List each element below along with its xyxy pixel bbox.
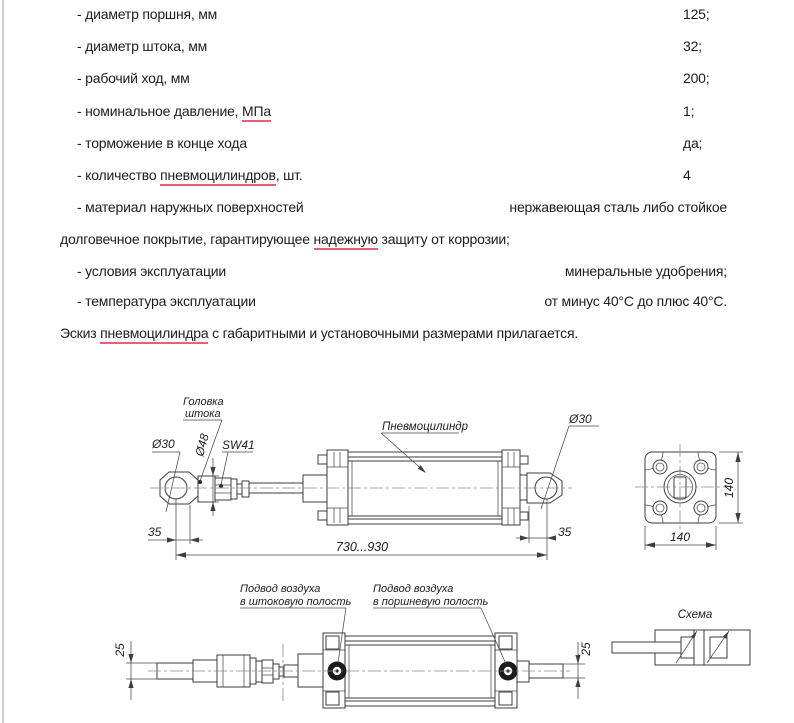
spec-label: - условия эксплуатации	[77, 263, 227, 279]
cylinder-label: Пневмоцилиндр	[382, 421, 469, 433]
spacer	[237, 484, 242, 494]
leader-dot	[219, 484, 223, 488]
gland-boss	[303, 475, 327, 502]
gland-boss	[298, 654, 323, 687]
spec-row	[0, 167, 794, 185]
dim-flange-height: 140	[722, 477, 736, 499]
spec-label-text: - количество	[77, 167, 161, 183]
tie-rod-bolt-head	[520, 456, 528, 464]
cylinder-tube	[345, 645, 495, 698]
dim-25-left: 25	[113, 643, 127, 657]
spec-value: 1;	[683, 103, 695, 119]
spec-value: минеральные удобрения;	[564, 263, 727, 279]
spec-label: - торможение в конце хода	[77, 135, 247, 151]
spec-row	[0, 325, 794, 343]
cylinder-sketch-drawing	[0, 380, 794, 723]
tie-rod-bolt-head	[520, 512, 528, 520]
dim-35-right: 35	[558, 525, 572, 539]
schema-rod	[612, 642, 681, 653]
spec-value: 125;	[683, 6, 710, 22]
spec-row	[0, 293, 794, 311]
spec-label-text: - номинальное давление,	[77, 103, 243, 119]
adapter	[273, 664, 279, 679]
spec-label	[77, 167, 302, 183]
rod-head-label: Головка	[183, 396, 224, 408]
spec-label	[77, 103, 271, 119]
front-cap	[327, 450, 348, 525]
tie-rod-bolt-head	[318, 511, 327, 520]
schema-cushion-left	[681, 637, 694, 658]
tie-rod-nut	[499, 636, 512, 649]
spec-row	[0, 231, 794, 249]
coupling-hex	[262, 660, 273, 683]
tie-rod-nut	[326, 692, 339, 705]
cylinder-tube	[348, 461, 502, 516]
side-view-drawing	[148, 396, 599, 560]
spec-row	[0, 135, 794, 153]
dim-35-left: 35	[148, 525, 162, 539]
sw41-label: SW41	[222, 438, 255, 452]
tie-rod-nut	[499, 692, 512, 705]
spec-label: - материал наружных поверхностей	[77, 199, 304, 215]
pneumatic-schema	[612, 609, 750, 665]
spec-text: с габаритными и установочными размерами прилагается.	[208, 325, 579, 341]
leader-dot	[198, 480, 202, 484]
spec-row	[0, 263, 794, 281]
spellcheck-marked-word: пневмоцилиндра	[100, 325, 208, 344]
spec-label: - рабочий ход, мм	[77, 70, 190, 86]
dim-25-right: 25	[579, 642, 593, 656]
dia30-left-label: Ø30	[152, 437, 175, 451]
spec-row	[0, 70, 794, 88]
spec-label-text: , шт.	[275, 167, 303, 183]
spec-label: - температура эксплуатации	[77, 293, 256, 309]
spec-text: Эскиз	[60, 325, 101, 341]
washer	[231, 479, 237, 499]
air-rod-label: Подвод воздуха	[240, 583, 321, 595]
spec-value: да;	[683, 135, 703, 151]
air-rod-label: в штоковую полость	[240, 596, 352, 608]
spec-value: 4	[683, 167, 691, 183]
dim-flange-width: 140	[669, 530, 691, 544]
spellcheck-marked-word: МПа	[242, 103, 271, 122]
coupling-ring	[256, 661, 262, 682]
tie-rod-nut	[326, 636, 339, 649]
dia30-right-label: Ø30	[569, 412, 592, 426]
rear-cap	[502, 450, 520, 525]
spec-row	[0, 103, 794, 121]
rod-head-label: штока	[185, 408, 221, 420]
rear-collar	[517, 661, 529, 682]
end-view-drawing	[635, 444, 743, 550]
schema-title: Схема	[677, 609, 713, 621]
locknut	[242, 481, 249, 497]
rear-collar	[520, 475, 527, 500]
sketch-note-line	[60, 325, 578, 341]
dia48-dim-label: Ø48	[192, 432, 212, 458]
spec-text: долговечное покрытие, гарантирующее	[60, 231, 314, 247]
hex-nut	[215, 478, 231, 500]
spellcheck-marked-word: надежную	[314, 231, 378, 250]
spec-row	[0, 199, 794, 217]
bottom-view-drawing	[113, 583, 593, 708]
dim-overall-length: 730...930	[335, 540, 389, 554]
spec-value: 200;	[683, 70, 710, 86]
spec-row	[0, 38, 794, 56]
air-piston-label: Подвод воздуха	[373, 583, 454, 595]
spec-value: от минус 40°C до плюс 40°C.	[544, 293, 727, 309]
spec-value: нержавеющая сталь либо стойкое	[509, 199, 727, 215]
spec-label: - диаметр поршня, мм	[77, 6, 218, 22]
air-piston-label: в поршневую полость	[373, 596, 489, 608]
spellcheck-marked-word: пневмоцилиндров	[160, 167, 276, 186]
spec-label: - диаметр штока, мм	[77, 38, 208, 54]
spec-value: 32;	[683, 38, 702, 54]
tie-rod-bolt-head	[318, 455, 327, 464]
spec-continuation-line	[60, 231, 510, 247]
spec-text: защиту от коррозии;	[377, 231, 510, 247]
spec-row	[0, 6, 794, 24]
